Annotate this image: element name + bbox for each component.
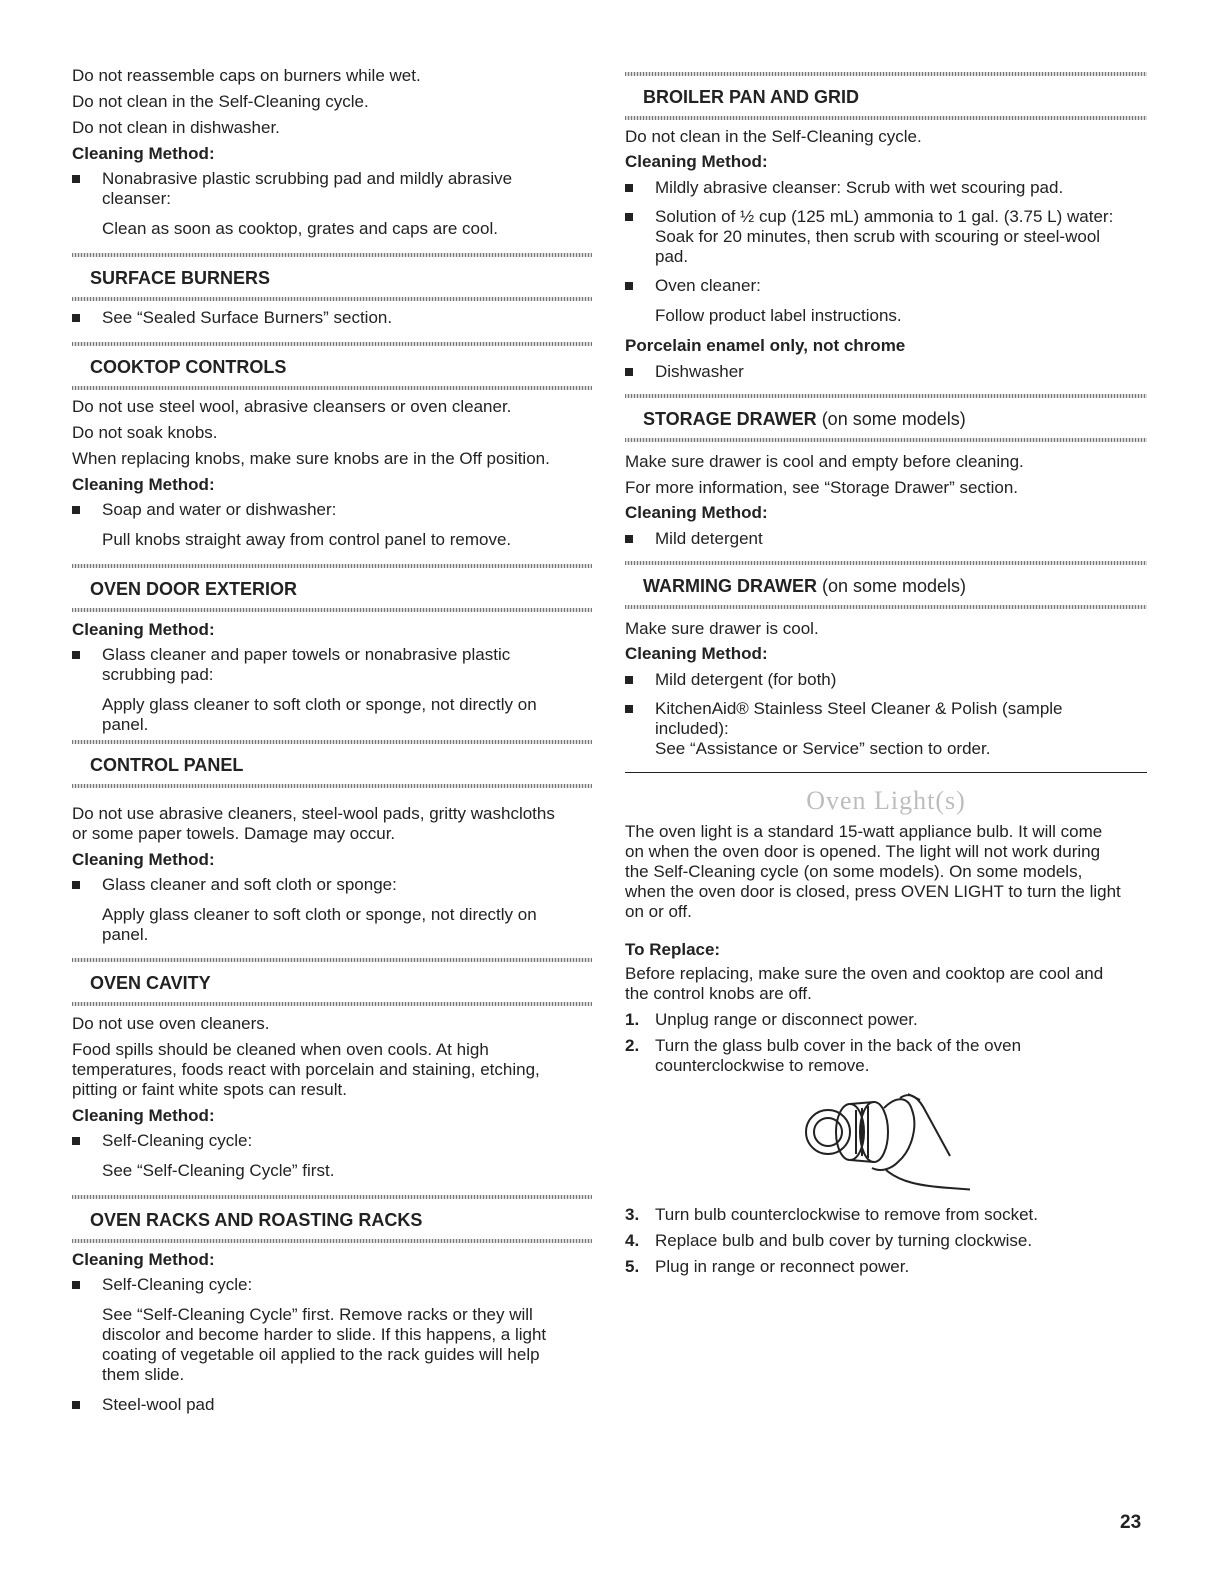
step-number: 5.	[625, 1257, 640, 1276]
section-header-control-panel	[72, 740, 592, 788]
body-line: Do not use oven cleaners.	[72, 1014, 270, 1033]
bullet-icon	[72, 1281, 80, 1289]
bullet-text: cleanser:	[102, 189, 171, 208]
intro-line: Do not reassemble caps on burners while wet.	[72, 66, 421, 85]
bullet-text: See “Assistance or Service” section to order.	[655, 739, 991, 758]
note-text: Pull knobs straight away from control panel to remove.	[102, 530, 512, 549]
section-title: OVEN RACKS AND ROASTING RACKS	[90, 1210, 423, 1230]
step-number: 3.	[625, 1205, 640, 1224]
body-line: pitting or faint white spots can result.	[72, 1080, 347, 1099]
note-text: Apply glass cleaner to soft cloth or sponge, not directly on	[102, 695, 537, 714]
section-title: COOKTOP CONTROLS	[90, 357, 287, 377]
step-number: 2.	[625, 1036, 640, 1055]
body-line: the control knobs are off.	[625, 984, 812, 1003]
note-text: panel.	[102, 925, 149, 944]
bullet-icon	[625, 184, 633, 192]
bullet-text: Mildly abrasive cleanser: Scrub with wet scouring pad.	[655, 178, 1064, 197]
section-header-cooktop-controls	[72, 342, 592, 390]
cleaning-method-label: Cleaning Method:	[72, 144, 215, 163]
section-title: CONTROL PANEL	[90, 755, 244, 775]
section-divider	[625, 772, 1147, 773]
body-line: on or off.	[625, 902, 692, 921]
section-header-oven-racks	[72, 1195, 592, 1243]
section-title: SURFACE BURNERS	[90, 268, 271, 288]
body-line: Make sure drawer is cool.	[625, 619, 819, 638]
step-number: 1.	[625, 1010, 640, 1029]
body-line: Do not clean in the Self-Cleaning cycle.	[625, 127, 922, 146]
body-line: temperatures, foods react with porcelain and staining, etching,	[72, 1060, 540, 1079]
bullet-text: Solution of ½ cup (125 mL) ammonia to 1 gal. (3.75 L) water:	[655, 207, 1114, 226]
section-title: WARMING DRAWER (on some models)	[643, 576, 967, 596]
bullet-text: Mild detergent (for both)	[655, 670, 837, 689]
bullet-text: See “Sealed Surface Burners” section.	[102, 308, 393, 327]
cleaning-method-label: Cleaning Method:	[625, 503, 768, 522]
body-line: Make sure drawer is cool and empty before cleaning.	[625, 452, 1024, 471]
bullet-icon	[72, 651, 80, 659]
bullet-text: Self-Cleaning cycle:	[102, 1275, 253, 1294]
bullet-text: Oven cleaner:	[655, 276, 761, 295]
section-title: OVEN CAVITY	[90, 973, 211, 993]
body-line: or some paper towels. Damage may occur.	[72, 824, 396, 843]
step-text: Unplug range or disconnect power.	[655, 1010, 918, 1029]
body-line: on when the oven door is opened. The light will not work during	[625, 842, 1101, 861]
note-text: panel.	[102, 715, 149, 734]
bullet-icon	[72, 314, 80, 322]
cleaning-method-label: Cleaning Method:	[72, 620, 215, 639]
cleaning-method-label: Cleaning Method:	[625, 644, 768, 663]
step-number: 4.	[625, 1231, 640, 1250]
bullet-icon	[72, 881, 80, 889]
oven-light-title: Oven Light(s)	[806, 786, 966, 815]
cleaning-method-label: Cleaning Method:	[72, 850, 215, 869]
bullet-text: KitchenAid® Stainless Steel Cleaner & Polish (sample	[655, 699, 1063, 718]
section-header-broiler	[625, 72, 1147, 120]
section-header-warming-drawer	[625, 561, 1147, 609]
step-text: Replace bulb and bulb cover by turning clockwise.	[655, 1231, 1033, 1250]
bullet-text: pad.	[655, 247, 689, 266]
bullet-text: Steel-wool pad	[102, 1395, 215, 1414]
bullet-text: included):	[655, 719, 729, 738]
note-text: See “Self-Cleaning Cycle” first.	[102, 1161, 335, 1180]
cleaning-method-label: Cleaning Method:	[625, 152, 768, 171]
body-line: When replacing knobs, make sure knobs are in the Off position.	[72, 449, 550, 468]
intro-line: Do not clean in dishwasher.	[72, 118, 280, 137]
section-title: STORAGE DRAWER (on some models)	[643, 409, 966, 429]
section-header-storage-drawer	[625, 394, 1147, 442]
body-line: Do not use steel wool, abrasive cleansers or oven cleaner.	[72, 397, 512, 416]
bullet-text: Soak for 20 minutes, then scrub with scouring or steel-wool	[655, 227, 1101, 246]
bullet-icon	[72, 175, 80, 183]
bullet-icon	[72, 506, 80, 514]
bullet-icon	[625, 368, 633, 376]
bullet-text: scrubbing pad:	[102, 665, 214, 684]
note-text: them slide.	[102, 1365, 185, 1384]
body-line: the Self-Cleaning cycle (on some models). On some models,	[625, 862, 1083, 881]
body-line: The oven light is a standard 15-watt appliance bulb. It will come	[625, 822, 1103, 841]
bullet-icon	[625, 213, 633, 221]
note-text: coating of vegetable oil applied to the rack guides will help	[102, 1345, 540, 1364]
bullet-text: Mild detergent	[655, 529, 763, 548]
step-text: Turn the glass bulb cover in the back of the oven	[655, 1036, 1022, 1055]
section-header-surface-burners	[72, 253, 592, 301]
cleaning-method-label: Cleaning Method:	[72, 1106, 215, 1125]
bullet-icon	[625, 705, 633, 713]
section-title: BROILER PAN AND GRID	[643, 87, 859, 107]
section-header-oven-door-exterior	[72, 564, 592, 612]
step-text: counterclockwise to remove.	[655, 1056, 870, 1075]
intro-line: Do not clean in the Self-Cleaning cycle.	[72, 92, 369, 111]
subheading: To Replace:	[625, 940, 721, 959]
note-text: discolor and become harder to slide. If this happens, a light	[102, 1325, 547, 1344]
note-text: See “Self-Cleaning Cycle” first. Remove racks or they will	[102, 1305, 533, 1324]
section-title: OVEN DOOR EXTERIOR	[90, 579, 298, 599]
bullet-text: Glass cleaner and soft cloth or sponge:	[102, 875, 397, 894]
cleaning-method-label: Cleaning Method:	[72, 475, 215, 494]
body-line: Food spills should be cleaned when oven cools. At high	[72, 1040, 489, 1059]
step-text: Turn bulb counterclockwise to remove from socket.	[655, 1205, 1038, 1224]
bullet-icon	[625, 282, 633, 290]
bullet-text: Nonabrasive plastic scrubbing pad and mildly abrasive	[102, 169, 513, 188]
note-text: Apply glass cleaner to soft cloth or sponge, not directly on	[102, 905, 537, 924]
bullet-text: Soap and water or dishwasher:	[102, 500, 337, 519]
step-text: Plug in range or reconnect power.	[655, 1257, 910, 1276]
body-line: Do not use abrasive cleaners, steel-wool pads, gritty washcloths	[72, 804, 555, 823]
bullet-text: Glass cleaner and paper towels or nonabrasive plastic	[102, 645, 511, 664]
note-text: Clean as soon as cooktop, grates and caps are cool.	[102, 219, 498, 238]
body-line: when the oven door is closed, press OVEN LIGHT to turn the light	[625, 882, 1121, 901]
body-line: For more information, see “Storage Drawer” section.	[625, 478, 1019, 497]
bulb-cover-illustration	[800, 1090, 970, 1200]
subheading: Porcelain enamel only, not chrome	[625, 336, 906, 355]
body-line: Do not soak knobs.	[72, 423, 218, 442]
bullet-text: Self-Cleaning cycle:	[102, 1131, 253, 1150]
bullet-icon	[625, 676, 633, 684]
note-text: Follow product label instructions.	[655, 306, 902, 325]
bullet-icon	[72, 1137, 80, 1145]
cleaning-method-label: Cleaning Method:	[72, 1250, 215, 1269]
section-header-oven-cavity	[72, 958, 592, 1006]
bullet-icon	[72, 1401, 80, 1409]
page-number: 23	[1120, 1512, 1142, 1533]
body-line: Before replacing, make sure the oven and cooktop are cool and	[625, 964, 1104, 983]
bullet-icon	[625, 535, 633, 543]
bullet-text: Dishwasher	[655, 362, 744, 381]
